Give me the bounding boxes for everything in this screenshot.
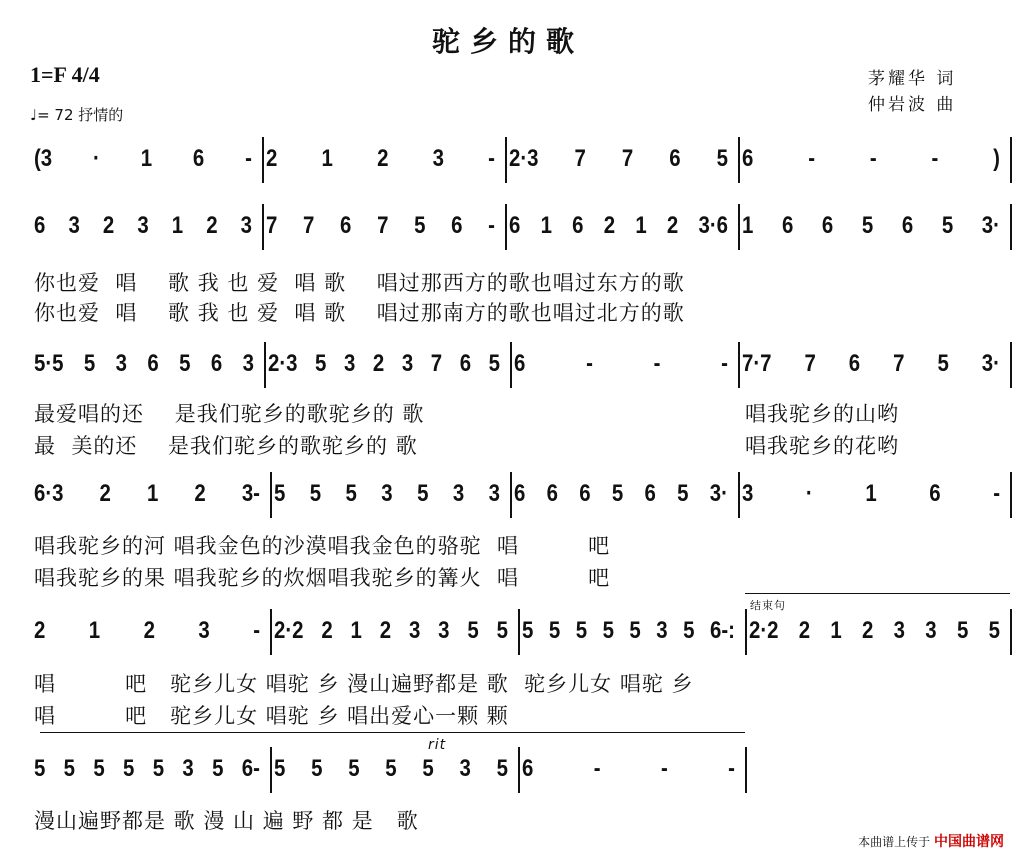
lyric-line: 唱 吧 驼乡儿女 唱驼 乡 漫山遍野都是 歌 驼乡儿女 唱驼 乡 (34, 672, 694, 696)
note: 2 (372, 350, 385, 377)
note: 3 (408, 617, 421, 644)
note: 3· (981, 212, 1000, 239)
measure (514, 480, 728, 508)
note: 7 (804, 350, 816, 377)
note: 5 (941, 212, 954, 239)
bar-line (505, 137, 507, 183)
note: - (253, 617, 260, 644)
bar-line (1010, 472, 1012, 518)
note: - (993, 480, 1000, 507)
note: 6- (241, 755, 260, 782)
measure (34, 145, 252, 173)
measure (34, 617, 260, 645)
measure (742, 145, 1000, 173)
lyric-line: 唱 吧 驼乡儿女 唱驼 乡 唱出爱心一颗 颗 (34, 704, 509, 728)
note: 5 (152, 755, 165, 782)
measure (742, 350, 1000, 378)
key-signature: 1=F 4/4 (30, 62, 100, 87)
note: 3 (893, 617, 906, 644)
lyric-line: 最 美的还 是我们驼乡的歌驼乡的 歌 (34, 434, 418, 458)
note: 3 (115, 350, 127, 377)
note: - (488, 145, 495, 172)
note: 6-: (709, 617, 735, 644)
note: (3 (34, 145, 53, 172)
lyric-line: 漫山遍野都是 歌 漫 山 遍 野 都 是 歌 (34, 809, 419, 833)
note: 2 (603, 212, 616, 239)
note: 6 (509, 212, 521, 239)
note: 7 (574, 145, 586, 172)
bar-line (264, 342, 266, 388)
note: 5 (861, 212, 874, 239)
note: 5 (93, 755, 105, 782)
note: 6 (669, 145, 681, 172)
note: 6 (742, 145, 754, 172)
note: 7 (893, 350, 905, 377)
measure (268, 350, 500, 378)
note: 7·7 (742, 350, 772, 377)
note: 5 (417, 480, 429, 507)
note: 2 (34, 617, 46, 644)
note: 1 (140, 145, 153, 172)
note: 5 (488, 350, 500, 377)
note: 3 (488, 480, 500, 507)
bar-line (518, 609, 520, 655)
lyricist: 茅耀华 词 (868, 69, 957, 89)
measure (266, 145, 495, 173)
note: - (808, 145, 816, 172)
note: 7 (621, 145, 634, 172)
note: 6 (901, 212, 914, 239)
note: 5 (212, 755, 224, 782)
note: 3 (198, 617, 210, 644)
bar-line (1010, 204, 1012, 250)
note: 3· (981, 350, 1000, 377)
note: 5 (311, 755, 323, 782)
bar-line (738, 204, 740, 250)
note: - (931, 145, 939, 172)
note: 6 (147, 350, 159, 377)
note: 6 (340, 212, 352, 239)
note: 1 (350, 617, 362, 644)
note: 5 (937, 350, 949, 377)
note: 6 (929, 480, 941, 507)
note: 5 (611, 480, 624, 507)
measure (509, 145, 728, 173)
note: 6 (579, 480, 591, 507)
bar-line (745, 747, 747, 793)
note: - (869, 145, 877, 172)
bar-line (738, 472, 740, 518)
measure (266, 212, 495, 240)
note: - (245, 145, 252, 172)
bar-line (745, 609, 747, 655)
note: 2 (194, 480, 206, 507)
note: 2 (666, 212, 679, 239)
note: 5 (34, 755, 46, 782)
note: 1 (171, 212, 184, 239)
note: 5 (315, 350, 327, 377)
note: 3 (68, 212, 80, 239)
note: ) (993, 145, 1000, 172)
note: - (586, 350, 593, 377)
note: 3 (925, 617, 937, 644)
note: 3 (182, 755, 194, 782)
bar-line (518, 747, 520, 793)
note: · (93, 145, 100, 172)
tempo-marking: ♩= 72 抒情的 (30, 106, 124, 124)
lyric-line: 你也爱 唱 歌 我 也 爱 唱 歌 唱过那南方的歌也唱过北方的歌 (34, 301, 685, 325)
note: · (805, 480, 813, 507)
note: 5 (522, 617, 534, 644)
note: 5 (496, 617, 508, 644)
lyric-line: 唱我驼乡的果 唱我驼乡的炊烟唱我驼乡的篝火 唱 吧 (34, 566, 611, 590)
bar-line (270, 609, 272, 655)
measure (509, 212, 728, 240)
note: 3 (459, 755, 471, 782)
measure (274, 480, 500, 508)
note: 3· (709, 480, 728, 507)
measure (522, 617, 735, 645)
bar-line (270, 747, 272, 793)
measure (34, 480, 260, 508)
note: 6 (821, 212, 834, 239)
note: 2 (798, 617, 811, 644)
note: 2 (266, 145, 278, 172)
measure (274, 755, 508, 783)
note: 5 (575, 617, 588, 644)
bar-line (1010, 342, 1012, 388)
note: 3·6 (698, 212, 728, 239)
site-logo[interactable]: 中国曲谱网 (934, 834, 1004, 850)
note: 3 (137, 212, 149, 239)
note: 6 (210, 350, 223, 377)
note: 5 (414, 212, 426, 239)
note: 1 (830, 617, 842, 644)
lyric-line-right: 唱我驼乡的山哟 (745, 402, 899, 426)
volta-line (40, 732, 745, 733)
note: 2 (379, 617, 392, 644)
note: 1 (88, 617, 101, 644)
measure (274, 617, 508, 645)
bar-line (738, 137, 740, 183)
bar-line (510, 472, 512, 518)
note: 6·3 (34, 480, 64, 507)
composer: 仲岩波 曲 (868, 95, 957, 115)
bar-line (510, 342, 512, 388)
bar-line (1010, 137, 1012, 183)
note: 3 (240, 212, 252, 239)
note: 3 (381, 480, 393, 507)
measure (34, 212, 252, 240)
bar-line (1010, 609, 1012, 655)
note: 6 (34, 212, 46, 239)
bar-line (262, 204, 264, 250)
note: - (728, 755, 735, 782)
note: 2 (99, 480, 111, 507)
ending-bracket (745, 593, 1010, 594)
footer (858, 831, 1004, 851)
note: 5 (83, 350, 96, 377)
ending-label: 结束句 (750, 599, 786, 612)
note: 2 (143, 617, 155, 644)
note: - (721, 350, 728, 377)
note: 1 (321, 145, 333, 172)
note: 5 (988, 617, 1000, 644)
note: 6 (572, 212, 584, 239)
note: - (660, 755, 668, 782)
note: 1 (146, 480, 159, 507)
note: 3 (452, 480, 465, 507)
bar-line (505, 204, 507, 250)
note: 7 (303, 212, 315, 239)
note: - (488, 212, 495, 239)
note: 6 (192, 145, 205, 172)
bar-line (262, 137, 264, 183)
measure (522, 755, 735, 783)
note: 5 (274, 755, 286, 782)
note: 3 (438, 617, 450, 644)
lyric-line: 最爱唱的还 是我们驼乡的歌驼乡的 歌 (34, 402, 425, 426)
note: 2·2 (749, 617, 779, 644)
rit-marking: rit (428, 737, 447, 753)
note: 3 (401, 350, 414, 377)
note: 5 (309, 480, 322, 507)
note: 6 (848, 350, 861, 377)
note: 3 (343, 350, 356, 377)
note: 7 (430, 350, 443, 377)
bar-line (738, 342, 740, 388)
note: 6 (514, 480, 526, 507)
note: 5·5 (34, 350, 64, 377)
note: 5 (629, 617, 641, 644)
measure (34, 350, 254, 378)
note: 5 (63, 755, 76, 782)
note: 6 (546, 480, 558, 507)
note: 5 (385, 755, 397, 782)
note: 7 (377, 212, 389, 239)
note: 5 (602, 617, 614, 644)
note: 7 (266, 212, 278, 239)
note: 1 (540, 212, 552, 239)
note: 3 (656, 617, 668, 644)
note: 5 (496, 755, 508, 782)
note: 6 (781, 212, 794, 239)
note: - (593, 755, 601, 782)
measure (34, 755, 260, 783)
note: 5 (123, 755, 135, 782)
note: 5 (422, 755, 434, 782)
lyric-line: 你也爱 唱 歌 我 也 爱 唱 歌 唱过那西方的歌也唱过东方的歌 (34, 271, 685, 295)
note: 3 (242, 350, 254, 377)
note: 2·3 (268, 350, 298, 377)
note: 2 (102, 212, 115, 239)
note: 1 (635, 212, 647, 239)
note: 5 (179, 350, 191, 377)
note: 6 (644, 480, 656, 507)
note: 5 (274, 480, 286, 507)
note: 6 (522, 755, 534, 782)
measure (749, 617, 1000, 645)
note: 5 (548, 617, 561, 644)
note: 3- (241, 480, 260, 507)
measure (514, 350, 728, 378)
note: 1 (742, 212, 754, 239)
note: 2·3 (509, 145, 539, 172)
note: 2 (862, 617, 874, 644)
song-title: 驼乡的歌 (431, 25, 584, 58)
note: 6 (514, 350, 526, 377)
note: 2 (377, 145, 389, 172)
note: 5 (716, 145, 728, 172)
note: 5 (467, 617, 479, 644)
note: 6 (451, 212, 463, 239)
note: 5 (677, 480, 689, 507)
note: 5 (956, 617, 969, 644)
bar-line (270, 472, 272, 518)
note: 3 (432, 145, 444, 172)
note: 3 (742, 480, 754, 507)
note: 2 (321, 617, 333, 644)
footer-text: 本曲谱上传于 (858, 835, 931, 849)
note: 1 (865, 480, 877, 507)
note: 2·2 (274, 617, 304, 644)
note: 5 (683, 617, 695, 644)
measure (742, 212, 1000, 240)
lyric-line: 唱我驼乡的河 唱我金色的沙漠唱我金色的骆驼 唱 吧 (34, 534, 611, 558)
note: 2 (206, 212, 218, 239)
note: 5 (345, 480, 357, 507)
lyric-line-right: 唱我驼乡的花哟 (745, 434, 899, 458)
note: - (653, 350, 661, 377)
measure (742, 480, 1000, 508)
note: 6 (459, 350, 472, 377)
note: 5 (348, 755, 360, 782)
